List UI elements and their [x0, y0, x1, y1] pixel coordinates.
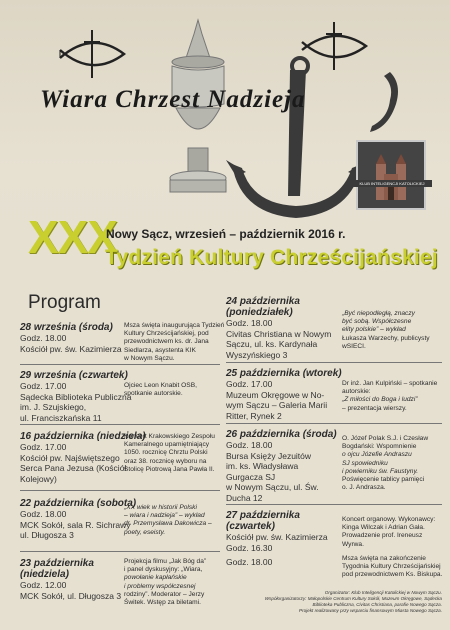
desc-line: 1050. rocznicę Chrztu Polski: [124, 449, 208, 457]
event-venue: ul. Długosza 3: [20, 530, 74, 540]
event-time: Godz. 18.00: [226, 440, 273, 450]
desc-line: – prezentacja wierszy.: [342, 404, 407, 412]
desc-line: być sobą. Współczesne: [342, 318, 412, 326]
event-weekday: (czwartek): [226, 521, 275, 532]
program-heading: Program: [28, 292, 101, 313]
church-icon: [372, 154, 410, 200]
event-description: [124, 382, 234, 398]
event-date: 25 października (wtorek): [226, 368, 342, 379]
desc-line: Wyrwa.: [342, 540, 364, 548]
event-time: Godz. 18.00: [20, 509, 67, 519]
place-and-date: Nowy Sącz, wrzesień – październik 2016 r.: [106, 227, 346, 241]
event-venue: Kościół pw. św. Kazimierza: [20, 343, 122, 354]
event-date: 28 września (środa): [20, 322, 113, 333]
footer-line: Współorganizatorzy: Małopolskie Centrum Kultury Sokół, Muzeum Okręgowe, Sądecka: [264, 596, 442, 601]
event-oct24: [226, 296, 446, 360]
event-venue: Ritter, Rynek 2: [226, 410, 282, 421]
divider: [20, 364, 220, 365]
event-venue: im. J. Szujskiego,: [20, 402, 87, 412]
event-date: 16 października (niedziela): [20, 431, 146, 442]
event-oct27: [226, 510, 446, 579]
desc-line: Msza święta inaugurująca Tydzień: [124, 322, 225, 329]
desc-line: pod przewodnictwem Ks. Biskupa.: [342, 571, 443, 579]
event-venue: Kościół pw. Najświętszego: [20, 452, 120, 463]
event-weekday: (niedziela): [20, 569, 69, 580]
desc-line: przewodnictwem ks. dr. Jana: [124, 338, 209, 346]
event-oct25: [226, 368, 446, 421]
cross-icon-left: [84, 30, 100, 78]
desc-line: o ojcu Józefie Andraszu: [342, 451, 412, 459]
event-time: Godz. 17.00: [20, 381, 67, 391]
event-time: Godz. 17.00: [20, 442, 67, 452]
desc-line: oraz 38. rocznicę wyboru na: [124, 457, 207, 465]
event-date: 22 października (sobota): [20, 498, 137, 509]
divider: [20, 551, 220, 552]
desc-line: O. Józef Polak S.J. i Czesław: [342, 435, 429, 442]
desc-line: spotkanie autorskie.: [124, 390, 183, 398]
desc-line: autorskie:: [342, 388, 371, 396]
desc-line: Prowadzenie prof. Ireneusz: [342, 532, 423, 540]
desc-line: w Nowym Sączu.: [124, 354, 175, 362]
kik-logo-label: KLUB INTELIGENCJI KATOLICKIEJ: [352, 180, 432, 187]
kik-logo-badge: [356, 140, 426, 210]
event-venue: im. ks. Władysława: [226, 461, 299, 471]
cross-icon-right: [326, 22, 342, 70]
event-time: Godz. 18.00: [226, 557, 273, 567]
footer-line: Biblioteka Publiczna, Civitas Christiana, parafie Nowego Sącza.: [312, 602, 442, 607]
desc-line: Koncert organowy. Wykonawcy:: [342, 516, 436, 523]
event-venue: MCK Sokół, ul. Długosza 3: [20, 590, 122, 601]
event-venue: Bursa Księży Jezuitów: [226, 450, 312, 461]
desc-line: powołanie kapłańskie: [124, 574, 187, 582]
event-date: 26 października (środa): [226, 429, 337, 440]
desc-line: Msza święta na zakończenie: [342, 554, 426, 562]
event-description: [342, 435, 446, 492]
desc-line: elity polskie” – wykład: [342, 326, 406, 334]
event-venue: Serca Pana Jezusa (Kościół: [20, 463, 127, 473]
event-oct22: [20, 498, 225, 541]
desc-line: „Być niepodległą, znaczy: [342, 310, 415, 317]
desc-line: Tygodnia Kultury Chrześcijańskiej: [342, 563, 441, 571]
event-oct23: [20, 558, 225, 607]
footer-line: Organizator: Klub Inteligencji Katolickiej w Nowym Sączu.: [324, 590, 442, 595]
divider: [226, 423, 442, 424]
event-time: Godz. 16.30: [226, 542, 273, 553]
event-time: Godz. 18.00: [226, 318, 273, 328]
event-venue: Kolejowy): [20, 473, 57, 484]
event-oct16: [20, 431, 225, 484]
event-venue: MCK Sokół, sala R. Sichrawy: [20, 519, 131, 530]
event-venue: Muzeum Okręgowe w No-: [226, 389, 325, 400]
desc-line: Ojciec Leon Knabit OSB,: [124, 382, 197, 389]
event-description: [124, 504, 236, 537]
event-sep29: [20, 370, 225, 423]
event-venue: wym Sączu – Galeria Marii: [226, 400, 328, 410]
event-venue: Sądecka Biblioteka Publiczna: [20, 391, 132, 402]
event-time: Godz. 18.00: [20, 333, 67, 343]
event-venue: Civitas Christiana w Nowym: [226, 328, 332, 339]
desc-line: o. J. Andrasza.: [342, 484, 386, 492]
desc-line: – wiara i nadzieja” – wykład: [124, 512, 205, 520]
divider: [226, 362, 442, 363]
event-venue: Kościół pw. św. Kazimierza: [226, 532, 328, 542]
edition-number: XXX: [28, 211, 118, 263]
divider: [20, 424, 220, 425]
event-venue: Ducha 12: [226, 492, 263, 503]
desc-line: Projekcja filmu „Jak Bóg da”: [124, 558, 207, 565]
desc-line: i powierniku św. Faustyny.: [342, 467, 419, 475]
desc-line: i panel dyskusyjny: „Wiara,: [124, 566, 203, 574]
event-venue: w Nowym Sączu, ul. Św.: [226, 482, 319, 492]
footer-line: Projekt realizowany przy wsparciu finansowym Miasta Nowego Sącza.: [299, 608, 442, 613]
event-oct26: [226, 429, 446, 503]
event-weekday: (poniedziałek): [226, 307, 293, 318]
event-date: 23 października: [20, 558, 94, 569]
desc-line: Dr inż. Jan Kulpiński – spotkanie: [342, 380, 438, 387]
desc-line: wSIECI.: [342, 342, 366, 350]
desc-line: Bogdański: Wspomnienie: [342, 443, 417, 451]
desc-line: Kultury Chrześcijańskiej, pod: [124, 330, 209, 338]
event-venue: Gurgacza SJ: [226, 471, 276, 482]
desc-line: SJ spowiedniku: [342, 459, 388, 467]
event-date: 27 października: [226, 510, 300, 521]
desc-line: „XX wiek w historii Polski: [124, 504, 197, 511]
desc-line: Łukasza Warzechy, publicysty: [342, 334, 430, 342]
desc-line: poety, eseisty.: [124, 528, 166, 536]
event-description: [342, 380, 446, 413]
desc-line: Stolicę Piotrową Jana Pawła II.: [124, 465, 215, 473]
desc-line: rodziny”. Moderator – Jerzy: [124, 590, 205, 598]
divider: [226, 504, 442, 505]
desc-line: „Z miłości do Boga i ludzi”: [342, 396, 418, 404]
desc-line: Kinga Wilczak i Adrian Gała.: [342, 524, 425, 532]
desc-line: Poświęcenie tablicy pamięci: [342, 476, 425, 484]
event-time: Godz. 17.00: [226, 379, 273, 389]
divider: [20, 490, 220, 491]
footer-credits: [232, 590, 442, 614]
event-date: 24 października: [226, 296, 300, 307]
event-sep28: [20, 322, 225, 362]
event-description: [342, 310, 446, 351]
event-venue: Sączu, ul. ks. Kardynała: [226, 339, 318, 349]
event-description: [124, 558, 236, 607]
desc-line: Siedlarza, asystenta KIK: [124, 346, 196, 354]
event-time: Godz. 12.00: [20, 580, 67, 590]
event-venue: ul. Franciszkańska 11: [20, 412, 102, 423]
motto-heading: Wiara Chrzest Nadzieja: [40, 86, 306, 113]
desc-line: Świtek. Wstęp za biletami.: [124, 599, 201, 607]
event-description: [342, 516, 446, 579]
event-description: [124, 433, 236, 474]
event-description: [124, 322, 234, 363]
event-date: 29 września (czwartek): [20, 370, 128, 381]
desc-line: Koncert Krakowskiego Zespołu: [124, 433, 215, 440]
desc-line: i problemy współczesnej: [124, 582, 196, 590]
desc-line: dr. Przemysława Dakowicza –: [124, 520, 212, 528]
desc-line: Kameralnego upamiętniający: [124, 441, 210, 449]
event-venue: Wyszyńskiego 3: [226, 349, 288, 360]
event-title: Tydzień Kultury Chrześcijańskiej: [105, 246, 438, 269]
